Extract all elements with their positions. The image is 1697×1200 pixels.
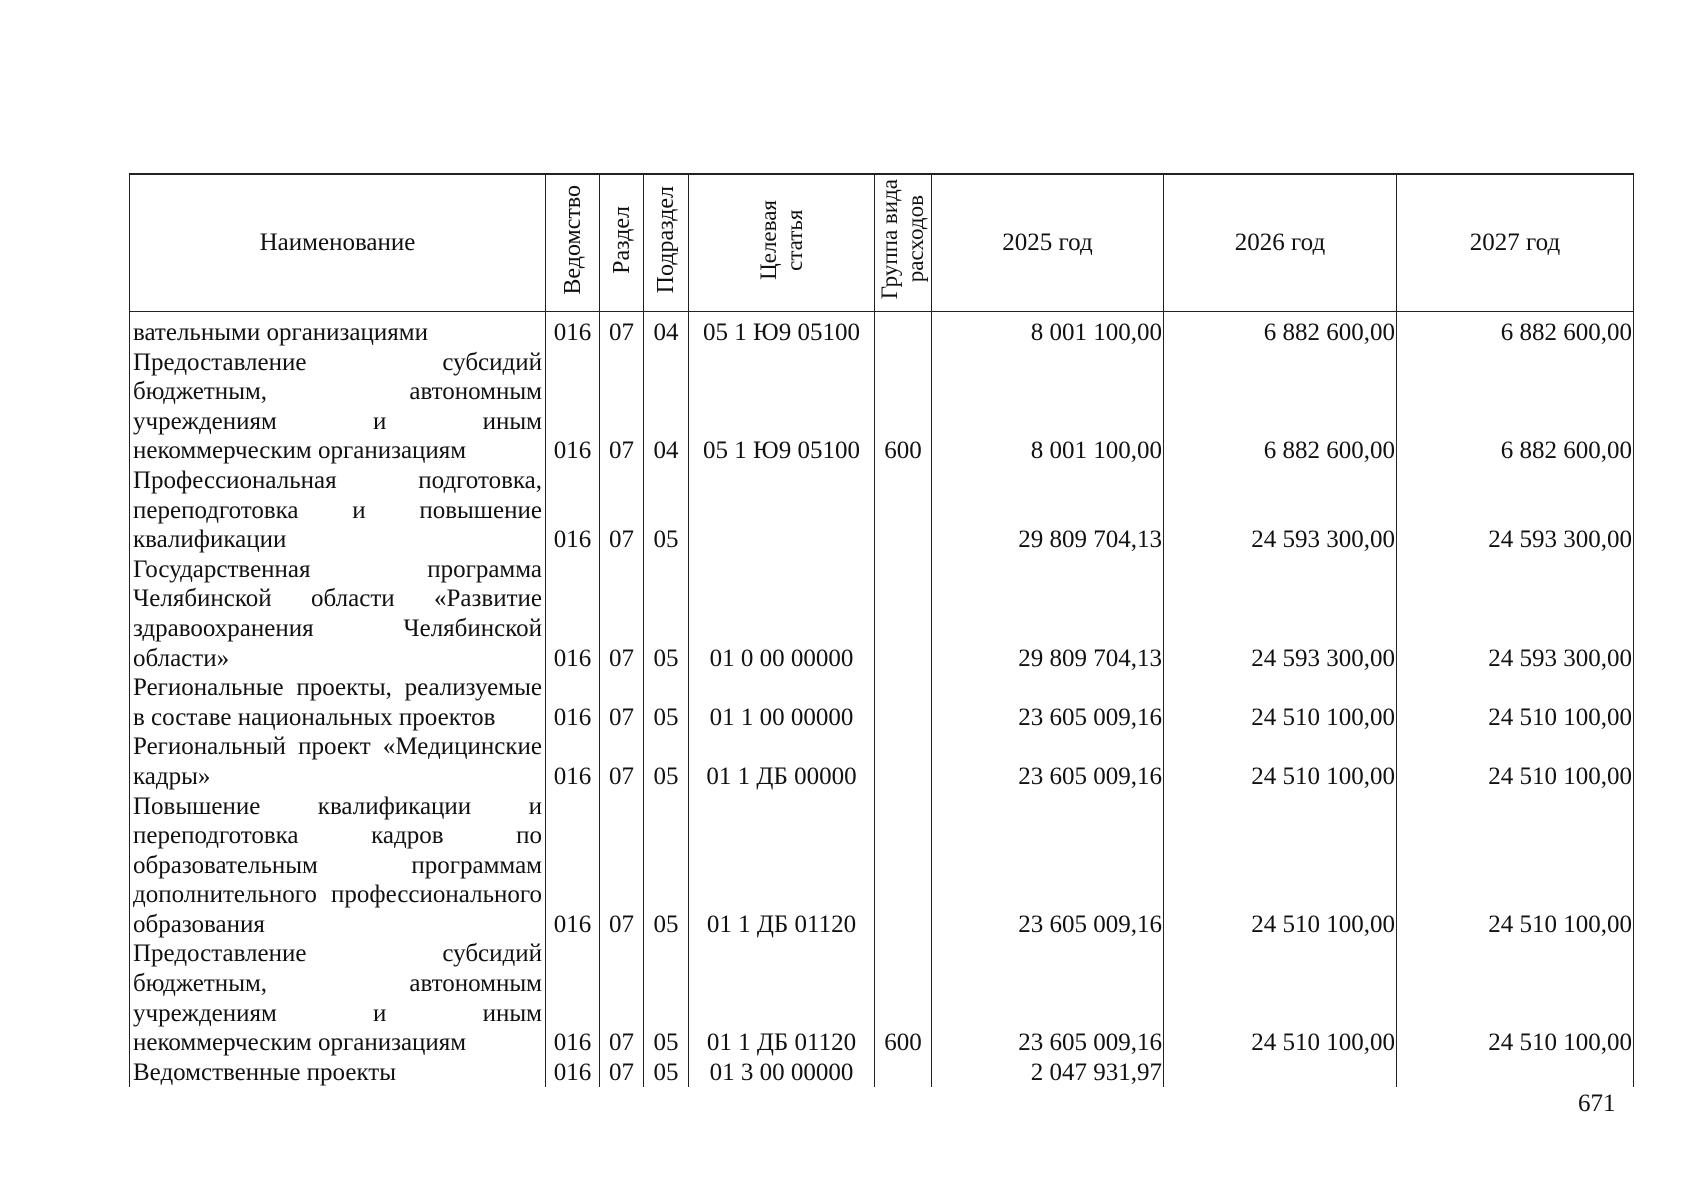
row-podrazdel: 05 (644, 939, 689, 1057)
row-2026: 24 510 100,00 (1164, 792, 1397, 940)
row-razdel: 07 (600, 312, 644, 348)
row-vedomstvo: 016 (546, 1058, 600, 1088)
row-celevaya-statya: 01 0 00 00000 (689, 555, 875, 673)
row-razdel: 07 (600, 348, 644, 466)
table-row (130, 792, 1634, 940)
row-2026: 6 882 600,00 (1164, 312, 1397, 348)
row-2026: 24 510 100,00 (1164, 673, 1397, 732)
row-name: Ведомственные проекты (130, 1058, 546, 1088)
row-celevaya-statya: 01 1 ДБ 01120 (689, 792, 875, 940)
row-podrazdel: 05 (644, 673, 689, 732)
header-razdel: Раздел (600, 174, 644, 312)
row-2027: 24 593 300,00 (1397, 466, 1634, 555)
table-row (130, 466, 1634, 555)
row-name: Региональные проекты, реализуемые в составе национальных проектов (130, 673, 546, 732)
row-podrazdel: 05 (644, 1058, 689, 1088)
row-2026: 24 593 300,00 (1164, 466, 1397, 555)
header-2025: 2025 год (932, 174, 1164, 312)
row-2026: 24 510 100,00 (1164, 939, 1397, 1057)
header-podrazdel: Подраздел (644, 174, 689, 312)
row-2026: 6 882 600,00 (1164, 348, 1397, 466)
header-celevaya-line2: статья (781, 208, 807, 271)
row-name: Повышение квалификации и переподготовка кадров по образовательным программам дополнительного профессионального образования (130, 792, 546, 940)
header-2026: 2026 год (1164, 174, 1397, 312)
row-2025: 23 605 009,16 (932, 673, 1164, 732)
row-2025: 23 605 009,16 (932, 792, 1164, 940)
row-podrazdel: 05 (644, 792, 689, 940)
table-row (130, 732, 1634, 791)
row-vedomstvo: 016 (546, 466, 600, 555)
row-name: вательными организациями (130, 312, 546, 348)
row-vedomstvo: 016 (546, 939, 600, 1057)
row-gruppa: 600 (875, 348, 932, 466)
header-vedomstvo: Ведомство (546, 174, 600, 312)
row-2027 (1397, 1058, 1634, 1088)
row-2027: 24 510 100,00 (1397, 939, 1634, 1057)
row-name: Предоставление субсидий бюджетным, автономным учреждениям и иным некоммерческим организациям (130, 939, 546, 1057)
header-name: Наименование (130, 174, 546, 312)
row-2026 (1164, 1058, 1397, 1088)
table-row (130, 673, 1634, 732)
header-gruppa-vida-rashodov (875, 174, 932, 312)
row-2027: 24 510 100,00 (1397, 732, 1634, 791)
row-celevaya-statya: 01 3 00 00000 (689, 1058, 875, 1088)
table-row (130, 312, 1634, 348)
row-razdel: 07 (600, 673, 644, 732)
row-gruppa (875, 466, 932, 555)
row-celevaya-statya: 05 1 Ю9 05100 (689, 348, 875, 466)
row-celevaya-statya: 01 1 ДБ 00000 (689, 732, 875, 791)
table-row (130, 555, 1634, 673)
header-celevaya-line1: Целевая (755, 199, 781, 280)
row-podrazdel: 05 (644, 732, 689, 791)
header-2027: 2027 год (1397, 174, 1634, 312)
header-row (130, 174, 1634, 312)
table-row (130, 939, 1634, 1057)
row-gruppa (875, 555, 932, 673)
row-gruppa (875, 1058, 932, 1088)
row-name: Профессиональная подготовка, переподготовка и повышение квалификации (130, 466, 546, 555)
row-gruppa (875, 732, 932, 791)
row-celevaya-statya: 01 1 00 00000 (689, 673, 875, 732)
page-number: 671 (1578, 1090, 1616, 1117)
row-gruppa (875, 673, 932, 732)
row-gruppa: 600 (875, 939, 932, 1057)
row-2025: 29 809 704,13 (932, 555, 1164, 673)
header-gruppa-line2: расходов (903, 195, 928, 284)
budget-table (129, 173, 1634, 1087)
row-gruppa (875, 312, 932, 348)
row-razdel: 07 (600, 555, 644, 673)
row-gruppa (875, 792, 932, 940)
table-row (130, 348, 1634, 466)
row-2027: 24 593 300,00 (1397, 555, 1634, 673)
header-celevaya-statya (689, 174, 875, 312)
row-vedomstvo: 016 (546, 792, 600, 940)
row-podrazdel: 05 (644, 466, 689, 555)
header-gruppa-line1: Группа вида (877, 179, 902, 300)
row-name: Государственная программа Челябинской области «Развитие здравоохранения Челябинской области» (130, 555, 546, 673)
row-razdel: 07 (600, 792, 644, 940)
row-2025: 23 605 009,16 (932, 939, 1164, 1057)
row-vedomstvo: 016 (546, 732, 600, 791)
row-razdel: 07 (600, 1058, 644, 1088)
row-razdel: 07 (600, 732, 644, 791)
row-2026: 24 593 300,00 (1164, 555, 1397, 673)
row-vedomstvo: 016 (546, 673, 600, 732)
table-row (130, 1058, 1634, 1088)
row-2025: 8 001 100,00 (932, 348, 1164, 466)
row-2027: 24 510 100,00 (1397, 673, 1634, 732)
row-name: Предоставление субсидий бюджетным, автономным учреждениям и иным некоммерческим организациям (130, 348, 546, 466)
row-celevaya-statya (689, 466, 875, 555)
row-2027: 24 510 100,00 (1397, 792, 1634, 940)
row-vedomstvo: 016 (546, 348, 600, 466)
row-2027: 6 882 600,00 (1397, 348, 1634, 466)
row-podrazdel: 04 (644, 348, 689, 466)
row-celevaya-statya: 01 1 ДБ 01120 (689, 939, 875, 1057)
row-podrazdel: 04 (644, 312, 689, 348)
row-2026: 24 510 100,00 (1164, 732, 1397, 791)
row-podrazdel: 05 (644, 555, 689, 673)
row-2027: 6 882 600,00 (1397, 312, 1634, 348)
row-name: Региональный проект «Медицинские кадры» (130, 732, 546, 791)
row-2025: 2 047 931,97 (932, 1058, 1164, 1088)
row-2025: 8 001 100,00 (932, 312, 1164, 348)
row-razdel: 07 (600, 939, 644, 1057)
row-vedomstvo: 016 (546, 312, 600, 348)
row-celevaya-statya: 05 1 Ю9 05100 (689, 312, 875, 348)
row-2025: 29 809 704,13 (932, 466, 1164, 555)
row-2025: 23 605 009,16 (932, 732, 1164, 791)
row-vedomstvo: 016 (546, 555, 600, 673)
row-razdel: 07 (600, 466, 644, 555)
